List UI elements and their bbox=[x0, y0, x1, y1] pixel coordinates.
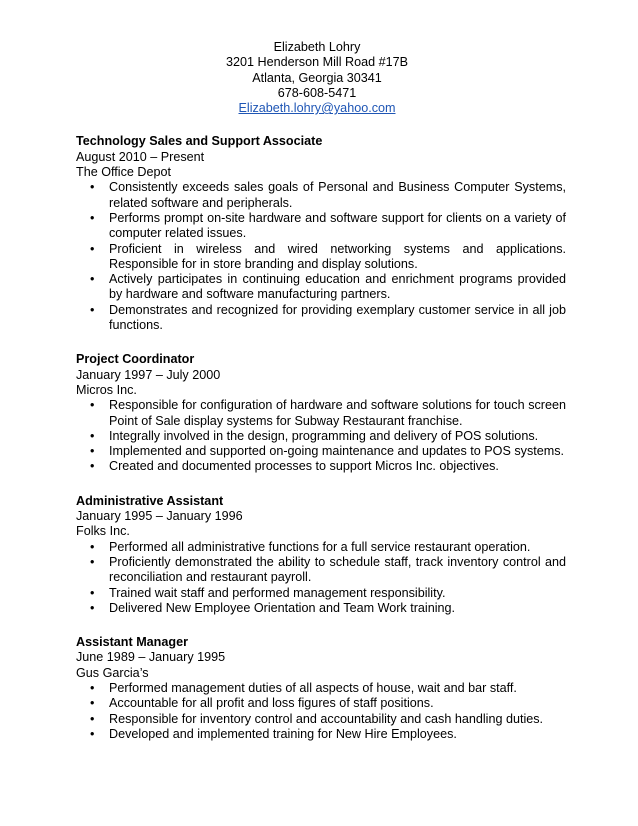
list-item bbox=[76, 727, 566, 742]
job-bullet-list bbox=[76, 180, 566, 333]
bullet-icon: • bbox=[90, 696, 95, 711]
bullet-icon: • bbox=[90, 680, 95, 695]
contact-address: 3201 Henderson Mill Road #17B bbox=[225, 55, 409, 70]
list-item bbox=[76, 272, 566, 303]
bullet-text: Demonstrates and recognized for providing exemplary customer service in all job functions. bbox=[109, 302, 566, 333]
bullet-icon: • bbox=[90, 272, 95, 287]
bullet-text: Responsible for inventory control and accountability and cash handling duties. bbox=[109, 711, 544, 726]
list-item bbox=[76, 555, 566, 586]
job-bullet-list bbox=[76, 540, 566, 616]
bullet-text: Integrally involved in the design, programming and delivery of POS solutions. bbox=[109, 428, 539, 443]
bullet-icon: • bbox=[90, 539, 95, 554]
resume-page bbox=[76, 40, 566, 742]
bullet-text: Created and documented processes to support Micros Inc. objectives. bbox=[109, 459, 499, 474]
list-item bbox=[76, 242, 566, 273]
bullet-icon: • bbox=[90, 554, 95, 569]
bullet-text: Performed management duties of all aspects of house, wait and bar staff. bbox=[109, 680, 517, 695]
contact-email-link[interactable]: Elizabeth.lohry@yahoo.com bbox=[238, 101, 396, 116]
job-title: Administrative Assistant bbox=[76, 493, 224, 508]
contact-block bbox=[72, 40, 562, 116]
job-title: Project Coordinator bbox=[76, 352, 195, 367]
contact-name: Elizabeth Lohry bbox=[273, 40, 361, 54]
list-item bbox=[76, 586, 566, 601]
job-section-folks bbox=[76, 494, 566, 616]
bullet-text: Developed and implemented training for New Hire Employees. bbox=[109, 726, 457, 741]
bullet-text: Actively participates in continuing education and enrichment programs provided by hardware and software manufacturing partners. bbox=[109, 272, 566, 302]
list-item bbox=[76, 681, 566, 696]
bullet-icon: • bbox=[90, 459, 95, 474]
list-item bbox=[76, 601, 566, 616]
job-company: Micros Inc. bbox=[76, 382, 137, 397]
list-item bbox=[76, 459, 566, 474]
list-item bbox=[76, 180, 566, 211]
bullet-icon: • bbox=[90, 180, 95, 195]
bullet-icon: • bbox=[90, 210, 95, 225]
bullet-text: Trained wait staff and performed management responsibility. bbox=[109, 585, 446, 600]
bullet-icon: • bbox=[90, 428, 95, 443]
bullet-icon: • bbox=[90, 726, 95, 741]
bullet-text: Performs prompt on-site hardware and software support for clients on a variety of computer related issues. bbox=[109, 210, 566, 241]
bullet-text: Proficiently demonstrated the ability to schedule staff, track inventory control and reconciliation and restaurant payroll. bbox=[109, 554, 566, 585]
bullet-text: Performed all administrative functions for a full service restaurant operation. bbox=[109, 539, 531, 554]
job-bullet-list bbox=[76, 398, 566, 474]
bullet-icon: • bbox=[90, 600, 95, 615]
bullet-icon: • bbox=[90, 444, 95, 459]
job-section-micros bbox=[76, 352, 566, 474]
list-item bbox=[76, 540, 566, 555]
bullet-text: Accountable for all profit and loss figures of staff positions. bbox=[109, 696, 434, 711]
contact-phone: 678-608-5471 bbox=[277, 85, 357, 100]
list-item bbox=[76, 429, 566, 444]
list-item bbox=[76, 696, 566, 711]
list-item bbox=[76, 303, 566, 334]
bullet-icon: • bbox=[90, 398, 95, 413]
bullet-icon: • bbox=[90, 711, 95, 726]
bullet-text: Delivered New Employee Orientation and Team Work training. bbox=[109, 600, 456, 615]
job-section-office-depot bbox=[76, 134, 566, 333]
contact-city: Atlanta, Georgia 30341 bbox=[252, 70, 382, 85]
bullet-icon: • bbox=[90, 302, 95, 317]
bullet-text: Implemented and supported on-going maintenance and updates to POS systems. bbox=[109, 444, 565, 459]
job-dates: January 1997 – July 2000 bbox=[76, 367, 221, 382]
job-title: Technology Sales and Support Associate bbox=[76, 134, 323, 149]
bullet-text: Consistently exceeds sales goals of Personal and Business Computer Systems, related software and peripherals. bbox=[109, 180, 566, 210]
bullet-text: Proficient in wireless and wired networking systems and applications. Responsible for in store branding and display solutions. bbox=[109, 241, 566, 271]
job-dates: June 1989 – January 1995 bbox=[76, 650, 226, 665]
list-item bbox=[76, 444, 566, 459]
job-title: Assistant Manager bbox=[76, 635, 188, 650]
job-company: Folks Inc. bbox=[76, 524, 130, 539]
job-dates: January 1995 – January 1996 bbox=[76, 509, 243, 524]
job-company: The Office Depot bbox=[76, 165, 171, 180]
bullet-icon: • bbox=[90, 585, 95, 600]
list-item bbox=[76, 398, 566, 429]
job-bullet-list bbox=[76, 681, 566, 742]
job-company: Gus Garcia’s bbox=[76, 665, 149, 680]
list-item bbox=[76, 712, 566, 727]
bullet-icon: • bbox=[90, 241, 95, 256]
job-dates: August 2010 – Present bbox=[76, 149, 205, 164]
job-section-gus-garcias bbox=[76, 635, 566, 742]
list-item bbox=[76, 211, 566, 242]
bullet-text: Responsible for configuration of hardware and software solutions for touch screen Point of Sale display systems for Subway Restaurant franchise. bbox=[109, 398, 566, 428]
